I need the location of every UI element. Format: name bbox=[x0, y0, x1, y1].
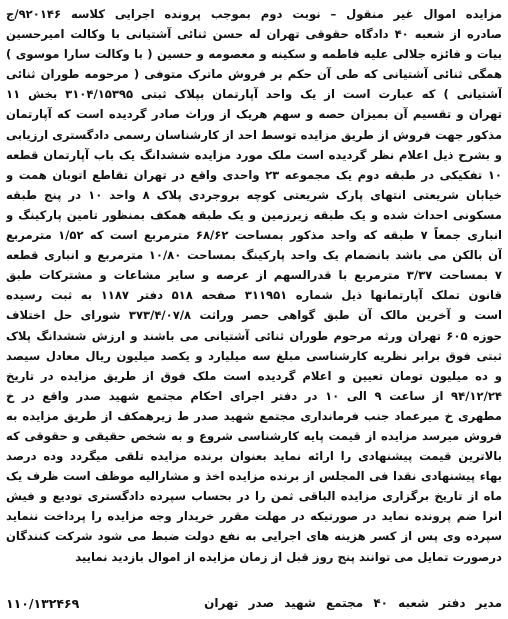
notice-footer bbox=[6, 592, 502, 614]
notice-line: مسکونی احداث شده و یک طبقه زیرزمین و یک طبقه همکف بمنظور تامین پارکینگ و bbox=[6, 207, 502, 222]
notice-line: ماه از تاریخ برگزاری مزایده الباقی ثمن را در بحساب سپرده دادگستری تودیع و فیش bbox=[6, 489, 502, 504]
notice-code: ۱۱۰/۱۳۲۴۶۹ bbox=[6, 595, 80, 611]
notice-line: ۱۰ تفکیکی در طبقه دوم یک مجموعه ۲۳ واحدی واقع در تهران تقاطع اتوبان همت و bbox=[6, 167, 502, 182]
notice-line: بیات و فائزه جلالی علیه فاطمه و سکینه و معصومه و حسین ( با وکالت سارا موسوی ) bbox=[6, 47, 502, 62]
notice-line: حوزه ۶۰۵ تهران ورثه مرحوم طوران ثنائی آشتیانی می باشند و ارزش ششدانگ پلاک bbox=[6, 328, 502, 343]
notice-body bbox=[6, 4, 502, 567]
notice-line: صادره از شعبه ۴۰ دادگاه حقوقی تهران له حسن ثنائی آشتیانی با وکالت امیرحسین bbox=[6, 27, 502, 42]
notice-line: فروش میرسد مزایده از قیمت پایه کارشناسی شروع و به شخص حقیقی و حقوقی که bbox=[6, 428, 502, 443]
notice-line: بالاترین قیمت پیشنهادی را ارائه نماید بعنوان برنده مزایده تلقی میگردد وده درصد bbox=[6, 449, 502, 464]
notice-line: درصورت تمایل می توانند پنج روز قبل از زمان مزایده از اموال بازدید نمایید bbox=[75, 549, 502, 564]
notice-line: خیابان شریعتی انتهای پارک شریعتی کوچه بروجردی پلاک ۸ واحد ۱۰ در پنج طبقه bbox=[6, 187, 502, 202]
notice-line: ۷ بمساحت ۳/۳۷ مترمربع با قدرالسهم از عرصه و سایر مشاعات و مشترکات طبق bbox=[6, 268, 502, 283]
notice-line: انرا ضم پرونده نماید در صورتیکه در مهلت مقرر خریدار وجه مزایده را پرداخت ننماید bbox=[6, 509, 502, 524]
notice-line: قانون تملک آپارتمانها ذیل شماره ۳۱۱۹۵۱ صفحه ۵۱۸ دفتر ۱۱۸۷ به ثبت رسیده bbox=[6, 288, 502, 303]
notice-line: سپرده وی پس از کسر هزینه های اجرایی به نفع دولت ضبط می شود شرکت کنندگان bbox=[6, 529, 502, 544]
notice-line: بهاء پیشنهادی نقدا فی المجلس از برنده مزایده اخذ و مشارالیه موظف است ظرف یک bbox=[6, 469, 502, 484]
notice-line: تهران و تقسیم آن بمیزان حصه و سهم هریک از وراث صادر گردیده است که آپارتمان bbox=[6, 107, 502, 122]
notice-line: و بشرح ذیل اعلام نظر گردیده است ملک مورد مزایده ششدانگ یک باب آپارتمان قطعه bbox=[6, 147, 502, 162]
notice-line: مطهری خ میرعماد جنب فرمانداری مجتمع شهید صدر ط زیرهمکف از طریق مزایده به bbox=[6, 408, 502, 423]
notice-line: است و آخرین مالک آن طبق گواهی حصر وراثت ۳۷۳/۴/۰۷/۸ شورای حل اختلاف bbox=[6, 308, 502, 323]
notice-line: و ده میلیون تومان تعیین و اعلام گردیده است ملک فوق از طریق مزایده در تاریخ bbox=[6, 368, 502, 383]
notice-line: آن بالکن می باشد بانضمام یک واحد پارکینگ بمساحت ۱۰/۸۰ مترمربع و انباری قطعه bbox=[6, 248, 502, 263]
notice-line: مذکور جهت فروش از طریق مزایده توسط احد از کارشناسان رسمی دادگستری ارزیابی bbox=[6, 127, 502, 142]
notice-line: ثبتی فوق برابر نظریه کارشناسی مبلغ سه میلیارد و یکصد میلیون ریال معادل سیصد bbox=[6, 348, 502, 363]
notice-line: ۹۴/۱۲/۲۴ از ساعت ۹ الی ۱۰ در دفتر اجرای احکام مجتمع شهید صدر واقع در خ bbox=[6, 388, 502, 403]
notice-line: همگی ثنائی آشتیانی که طی آن حکم بر فروش ماترک متوفی ( مرحومه طوران ثنائی bbox=[6, 67, 502, 82]
notice-line: مزایده اموال غیر منقول – نوبت دوم بموجب پرونده اجرایی کلاسه ۹۲۰۱۴۶/ج bbox=[6, 7, 502, 21]
notice-line: آشتیانی ) که عبارت است از یک واحد آپارتمان بپلاک ثبتی ۳۱۰۴/۱۵۳۹۵ بخش ۱۱ bbox=[6, 87, 502, 102]
signature-line: مدیر دفتر شعبه ۴۰ مجتمع شهید صدر تهران bbox=[204, 596, 502, 610]
notice-line: انباری جمعاً ۷ طبقه که واحد مذکور بمساحت ۶۸/۶۲ مترمربع است که ۱/۵۲ مترمربع bbox=[6, 228, 502, 243]
